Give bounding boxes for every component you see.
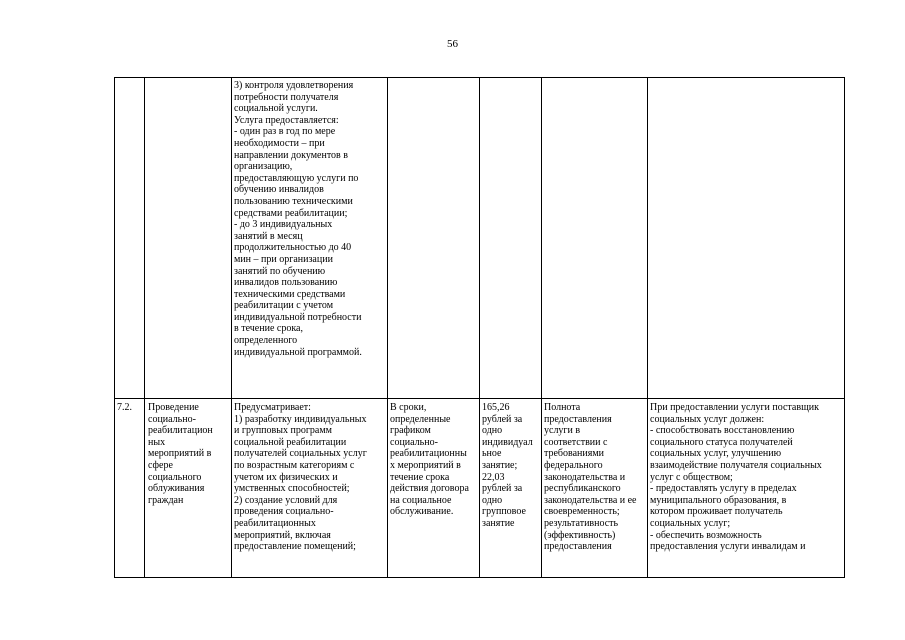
row1-number-cell	[117, 80, 143, 396]
table-col-divider	[647, 77, 648, 578]
row1-description-cell: 3) контроля удовлетворения потребности получателя социальной услуги. Услуга предоставляется: - один раз в год по мере необходимости – при направлении документов в организацию, предоставляющую услуги по обучению инвалидов пользованию техническими средствами реабилитации; - до 3 индивидуальных занятий в месяц продолжительностью до 40 мин – при организации занятий по обучению инвалидов пользованию техническими средствами реабилитации с учетом индивидуальной потребности в течение срока, определенного индивидуальной программой.	[234, 80, 362, 358]
table-col-divider	[541, 77, 542, 578]
table-border-left	[114, 77, 115, 578]
row2-description-cell: Предусматривает: 1) разработку индивидуальных и групповых программ социальной реабилитации получателей социальных услуг по возрастным категориям с учетом их физических и умственных способностей; 2) создание условий для проведения социально- реабилитационных мероприятий, включая предоставление помещений;	[234, 402, 367, 553]
row2-conditions-cell: При предоставлении услуги поставщик социальных услуг должен: - способствовать восстановлению социального статуса получателей социальных услуг, улучшению взаимодействие получателя социальных услуг с обществом; - предоставлять услугу в пределах муниципального образования, в котором проживает получатель социальных услуг; - обеспечить возможность предоставления услуги инвалидам и	[650, 402, 822, 553]
row2-terms-cell: В сроки, определенные графиком социально- реабилитационны х мероприятий в течение срока действия договора на социальное обслуживание.	[390, 402, 469, 518]
table-col-divider	[144, 77, 145, 578]
row1-service-name-cell	[148, 80, 230, 396]
page-number: 56	[447, 38, 458, 50]
row2-quality-cell: Полнота предоставления услуги в соответствии с требованиями федерального законодательства и республиканского законодательства и ее своевременность; результативность (эффективность) предоставления	[544, 402, 637, 553]
row2-service-name-cell: Проведение социально- реабилитацион ных мероприятий в сфере социального облуживания граждан	[148, 402, 213, 506]
table-border-right	[844, 77, 845, 578]
row1-quality-cell	[544, 80, 646, 396]
row1-terms-cell	[390, 80, 478, 396]
row1-conditions-cell	[650, 80, 843, 396]
table-col-divider	[231, 77, 232, 578]
table-col-divider	[387, 77, 388, 578]
row1-tariff-cell	[482, 80, 540, 396]
table-col-divider	[479, 77, 480, 578]
row2-number-cell: 7.2.	[117, 402, 132, 413]
row2-tariff-cell: 165,26 рублей за одно индивидуал ьное занятие; 22,03 рублей за одно групповое занятие	[482, 402, 533, 529]
